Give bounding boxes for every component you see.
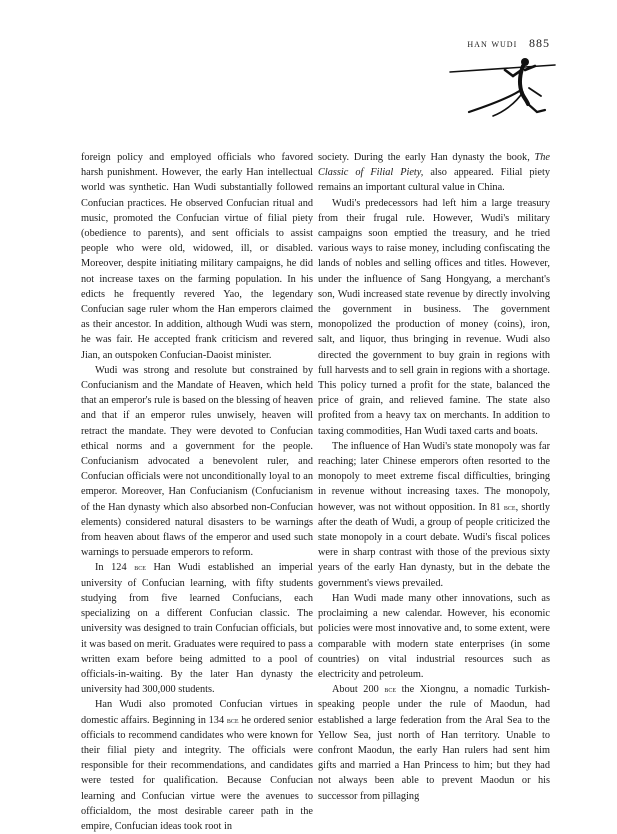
figure-with-spear-illustration (447, 52, 557, 120)
paragraph: Han Wudi also promoted Confucian virtues in domestic affairs. Beginning in 134 bce he ordered senior officials to recommend candidates who were known for their filial piety and integrity. The officials were responsible for their recommendations, and candidates were tested for qualification. Because Confucian learning and Confucian virtue were the avenues to officialdom, the most desirable career path in the empire, Confucian ideas took root in (81, 699, 313, 832)
paragraph: Han Wudi made many other innovations, such as proclaiming a new calendar. However, his economic policies were most innovative and, to some extent, were comparable with modern state enterprises (in some countries) on vital industrial resources such as electricity and petroleum. (318, 592, 550, 680)
paragraph: Wudi was strong and resolute but constrained by Confucianism and the Mandate of Heaven, which held that an emperor's rule is based on the blessing of heaven and that if an emperor rules unwisely, heaven will retract the mandate. They were devoted to Confucian ethical norms and a government for the people. Confucianism advocated a benevolent ruler, and Confucian officials were not unconditionally loyal to an emperor. Moreover, Han Confucianism (Confucianism of the Han dynasty which also absorbed non-Confucian elements) considered natural disasters to be warnings from heaven about flaws of the emperor and used such warnings to persuade emperors to reform. (81, 364, 313, 559)
paragraph: Wudi's predecessors had left him a large treasury from their frugal rule. However, Wudi's military campaigns soon emptied the treasury, and he tried various ways to raise money, including confiscating the lands of nobles and selling offices and titles. However, under the influence of Sang Hongyang, a merchant's son, Wudi increased state revenue by directly involving the government in business. The government monopolized the production of money (coins), iron, salt, and liquor, thus bringing in revenue. Wudi also directed the government to buy grain in regions with full harvests and to sell grain in regions with a shortage. This policy turned a profit for the state, balanced the price of grain, and relieved famine. The state also profited from a heavy tax on merchants. In addition to taxing commodities, Han Wudi taxed carts and boats. (318, 197, 550, 437)
era-abbreviation: bce (134, 562, 146, 573)
era-abbreviation: bce (226, 714, 239, 725)
running-head-title: han wudi (467, 38, 518, 50)
paragraph: society. During the early Han dynasty the book, The Classic of Filial Piety, also appeared. Filial piety remains an important cultural value in China. (318, 152, 550, 194)
era-abbreviation: bce (503, 501, 516, 512)
paragraph: About 200 bce the Xiongnu, a nomadic Turkish-speaking people under the rule of Maodun, had established a large federation from the Aral Sea to the Yellow Sea, just north of Han territory. Unable to confront Maodun, the early Han rulers had sent him gifts and married a Han Princess to him; but they had not always been able to prevent Maodun or his successor from pillaging (318, 684, 550, 802)
right-text-column (318, 150, 550, 804)
page-number: 885 (529, 36, 550, 50)
paragraph: In 124 bce Han Wudi established an imperial university of Confucian learning, with fifty students studying from five learned Confucians, each specializing on a different Confucian classic. The university was designed to train Confucian officials, but it was based on merit. Graduates were required to pass a written exam before being admitted to a pool of officials-in-waiting. By the later Han dynasty the university had 300,000 students. (81, 562, 314, 696)
era-abbreviation: bce (384, 684, 396, 695)
left-text-column (81, 150, 313, 834)
paragraph: foreign policy and employed officials who favored harsh punishment. However, the early Han intellectual world was synthetic. Han Wudi substantially followed Confucian practices. He observed Confucian ritual and music, promoted the Confucian virtue of filial piety (obedience to parents), and sent officials to assist people who were old, widowed, ill, or disabled. Moreover, despite initiating military campaigns, he did not increase taxes on the farming population. In his edicts he frequently revered Yao, the legendary Confucian sage ruler whom the Han emperors claimed as their ancestor. In addition, although Wudi was stern, he was fair. He accepted frank criticism and revered Jian, an outspoken Confucian-Daoist minister. (81, 152, 313, 361)
running-header (467, 36, 550, 51)
book-title: The Classic of Filial Piety, (318, 152, 550, 179)
paragraph: The influence of Han Wudi's state monopoly was far reaching; later Chinese emperors often resorted to the monopoly to meet extreme fiscal difficulties, bringing in revenue without increasing taxes. The monopoly, however, was not without opposition. In 81 bce, shortly after the death of Wudi, a group of people criticized the state monopoly in a court debate. Wudi's fiscal polices were in sharp contrast with those of the previous sixty years of the early Han dynasty, but in the debate the government's views prevailed. (318, 440, 550, 589)
